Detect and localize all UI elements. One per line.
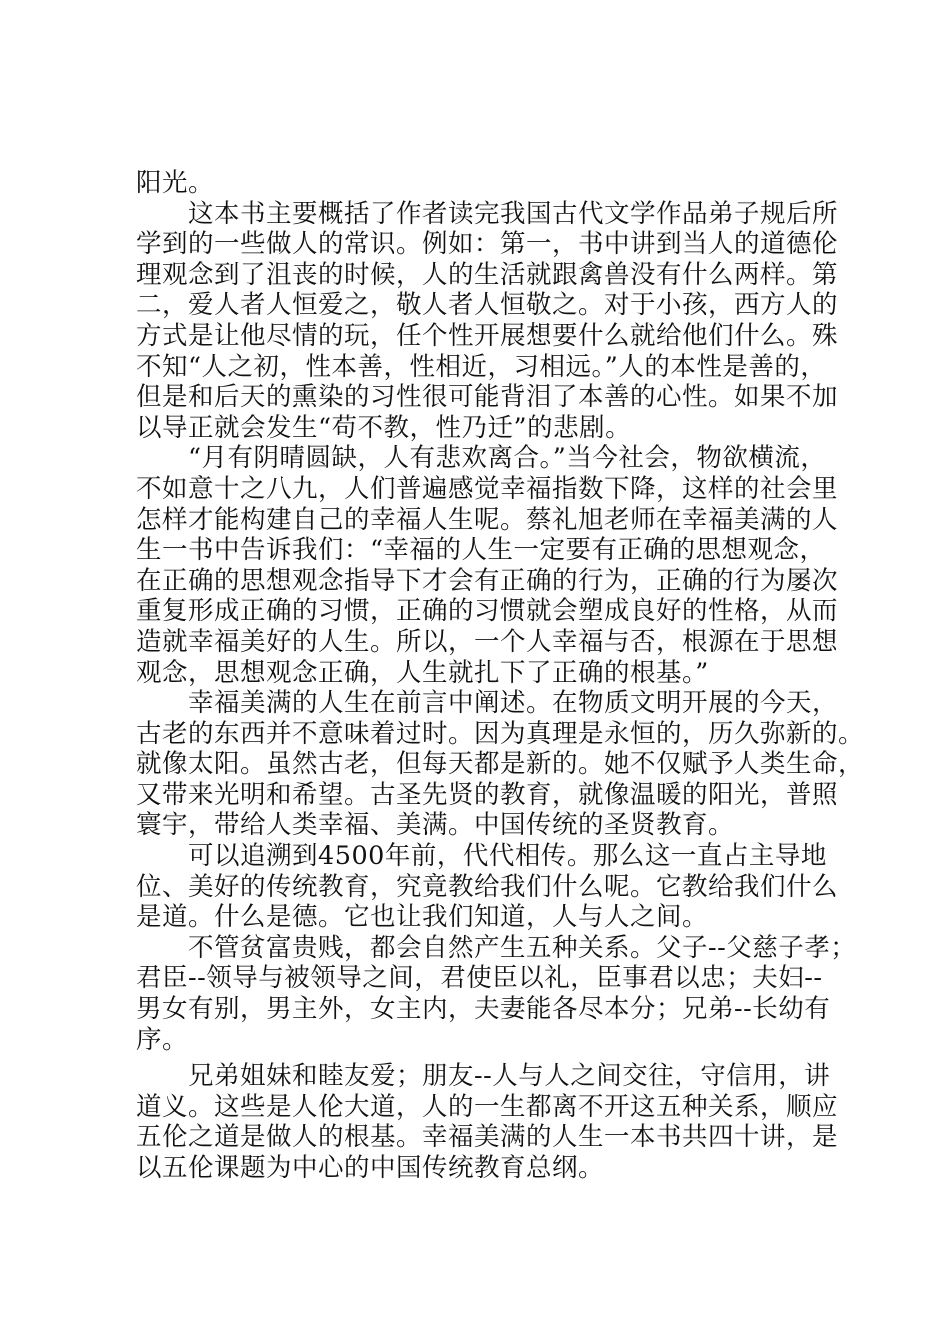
text-line: 寰宇，带给人类幸福、美满。中国传统的圣贤教育。 — [136, 810, 735, 841]
text-line: 学到的一些做人的常识。例如：第一，书中讲到当人的道德伦 — [136, 229, 839, 260]
text-line: 方式是让他尽情的玩，任个性开展想要什么就给他们什么。殊 — [136, 320, 839, 351]
document-body — [136, 168, 865, 1184]
text-line: 这本书主要概括了作者读完我国古代文学作品弟子规后所 — [188, 198, 839, 229]
text-line: 以导正就会发生“苟不教，性乃迁”的悲剧。 — [136, 412, 632, 443]
text-line: 就像太阳。虽然古老，但每天都是新的。她不仅赋予人类生命， — [136, 749, 865, 780]
text-line: 道义。这些是人伦大道，人的一生都离不开这五种关系，顺应 — [136, 1091, 839, 1122]
paragraph-five-relations — [136, 932, 857, 1055]
text-line: 阳光。 — [136, 168, 215, 198]
paragraph-book-summary — [136, 199, 838, 444]
text-line: 理观念到了沮丧的时候，人的生活就跟禽兽没有什么两样。第 — [136, 259, 839, 290]
text-line: 观念，思想观念正确，人生就扎下了正确的根基。” — [136, 657, 709, 688]
text-line: “月有阴晴圆缺，人有悲欢离合。”当今社会，物欲横流， — [188, 443, 827, 474]
text-line: 幸福美满的人生在前言中阐述。在物质文明开展的今天， — [188, 688, 839, 719]
text-line: 又带来光明和希望。古圣先贤的教育，就像温暖的阳光，普照 — [136, 779, 839, 810]
text-line: 序。 — [136, 1024, 189, 1055]
text-line: 在正确的思想观念指导下才会有正确的行为，正确的行为屡次 — [136, 565, 839, 596]
text-line: 不如意十之八九，人们普遍感觉幸福指数下降，这样的社会里 — [136, 473, 839, 504]
paragraph-happiness-quote — [136, 443, 838, 688]
text-line: 怎样才能构建自己的幸福人生呢。蔡礼旭老师在幸福美满的人 — [136, 504, 839, 535]
text-line: 古老的东西并不意味着过时。因为真理是永恒的，历久弥新的。 — [136, 718, 865, 749]
text-line: 二，爱人者人恒爱之，敬人者人恒敬之。对于小孩，西方人的 — [136, 290, 839, 321]
text-line: 位、美好的传统教育，究竟教给我们什么呢。它教给我们什么 — [136, 871, 839, 902]
text-line: 不管贫富贵贱，都会自然产生五种关系。父子--父慈子孝； — [188, 932, 857, 963]
text-line: 以五伦课题为中心的中国传统教育总纲。 — [136, 1153, 605, 1183]
paragraph-tradition — [136, 841, 838, 933]
text-line: 君臣--领导与被领导之间，君使臣以礼，臣事君以忠；夫妇-- — [136, 963, 823, 994]
text-line: 五伦之道是做人的根基。幸福美满的人生一本书共四十讲，是 — [136, 1122, 839, 1153]
text-line: 男女有别，男主外，女主内，夫妻能各尽本分；兄弟--长幼有 — [136, 994, 831, 1025]
paragraph-conclusion — [136, 1061, 838, 1183]
text-line: 不知“人之初，性本善，性相近，习相远。”人的本性是善的， — [136, 351, 827, 382]
paragraph-continuation — [136, 168, 838, 199]
paragraph-preface — [136, 688, 865, 841]
text-line: 兄弟姐妹和睦友爱；朋友--人与人之间交往，守信用，讲 — [188, 1061, 831, 1092]
text-line: 是道。什么是德。它也让我们知道，人与人之间。 — [136, 902, 709, 933]
text-line: 生一书中告诉我们：“幸福的人生一定要有正确的思想观念， — [136, 535, 826, 566]
text-line: 可以追溯到4500年前，代代相传。那么这一直占主导地 — [188, 841, 827, 872]
text-line: 但是和后天的熏染的习性很可能背泪了本善的心性。如果不加 — [136, 382, 839, 413]
text-line: 造就幸福美好的人生。所以，一个人幸福与否，根源在于思想 — [136, 626, 839, 657]
text-line: 重复形成正确的习惯，正确的习惯就会塑成良好的性格，从而 — [136, 596, 839, 627]
